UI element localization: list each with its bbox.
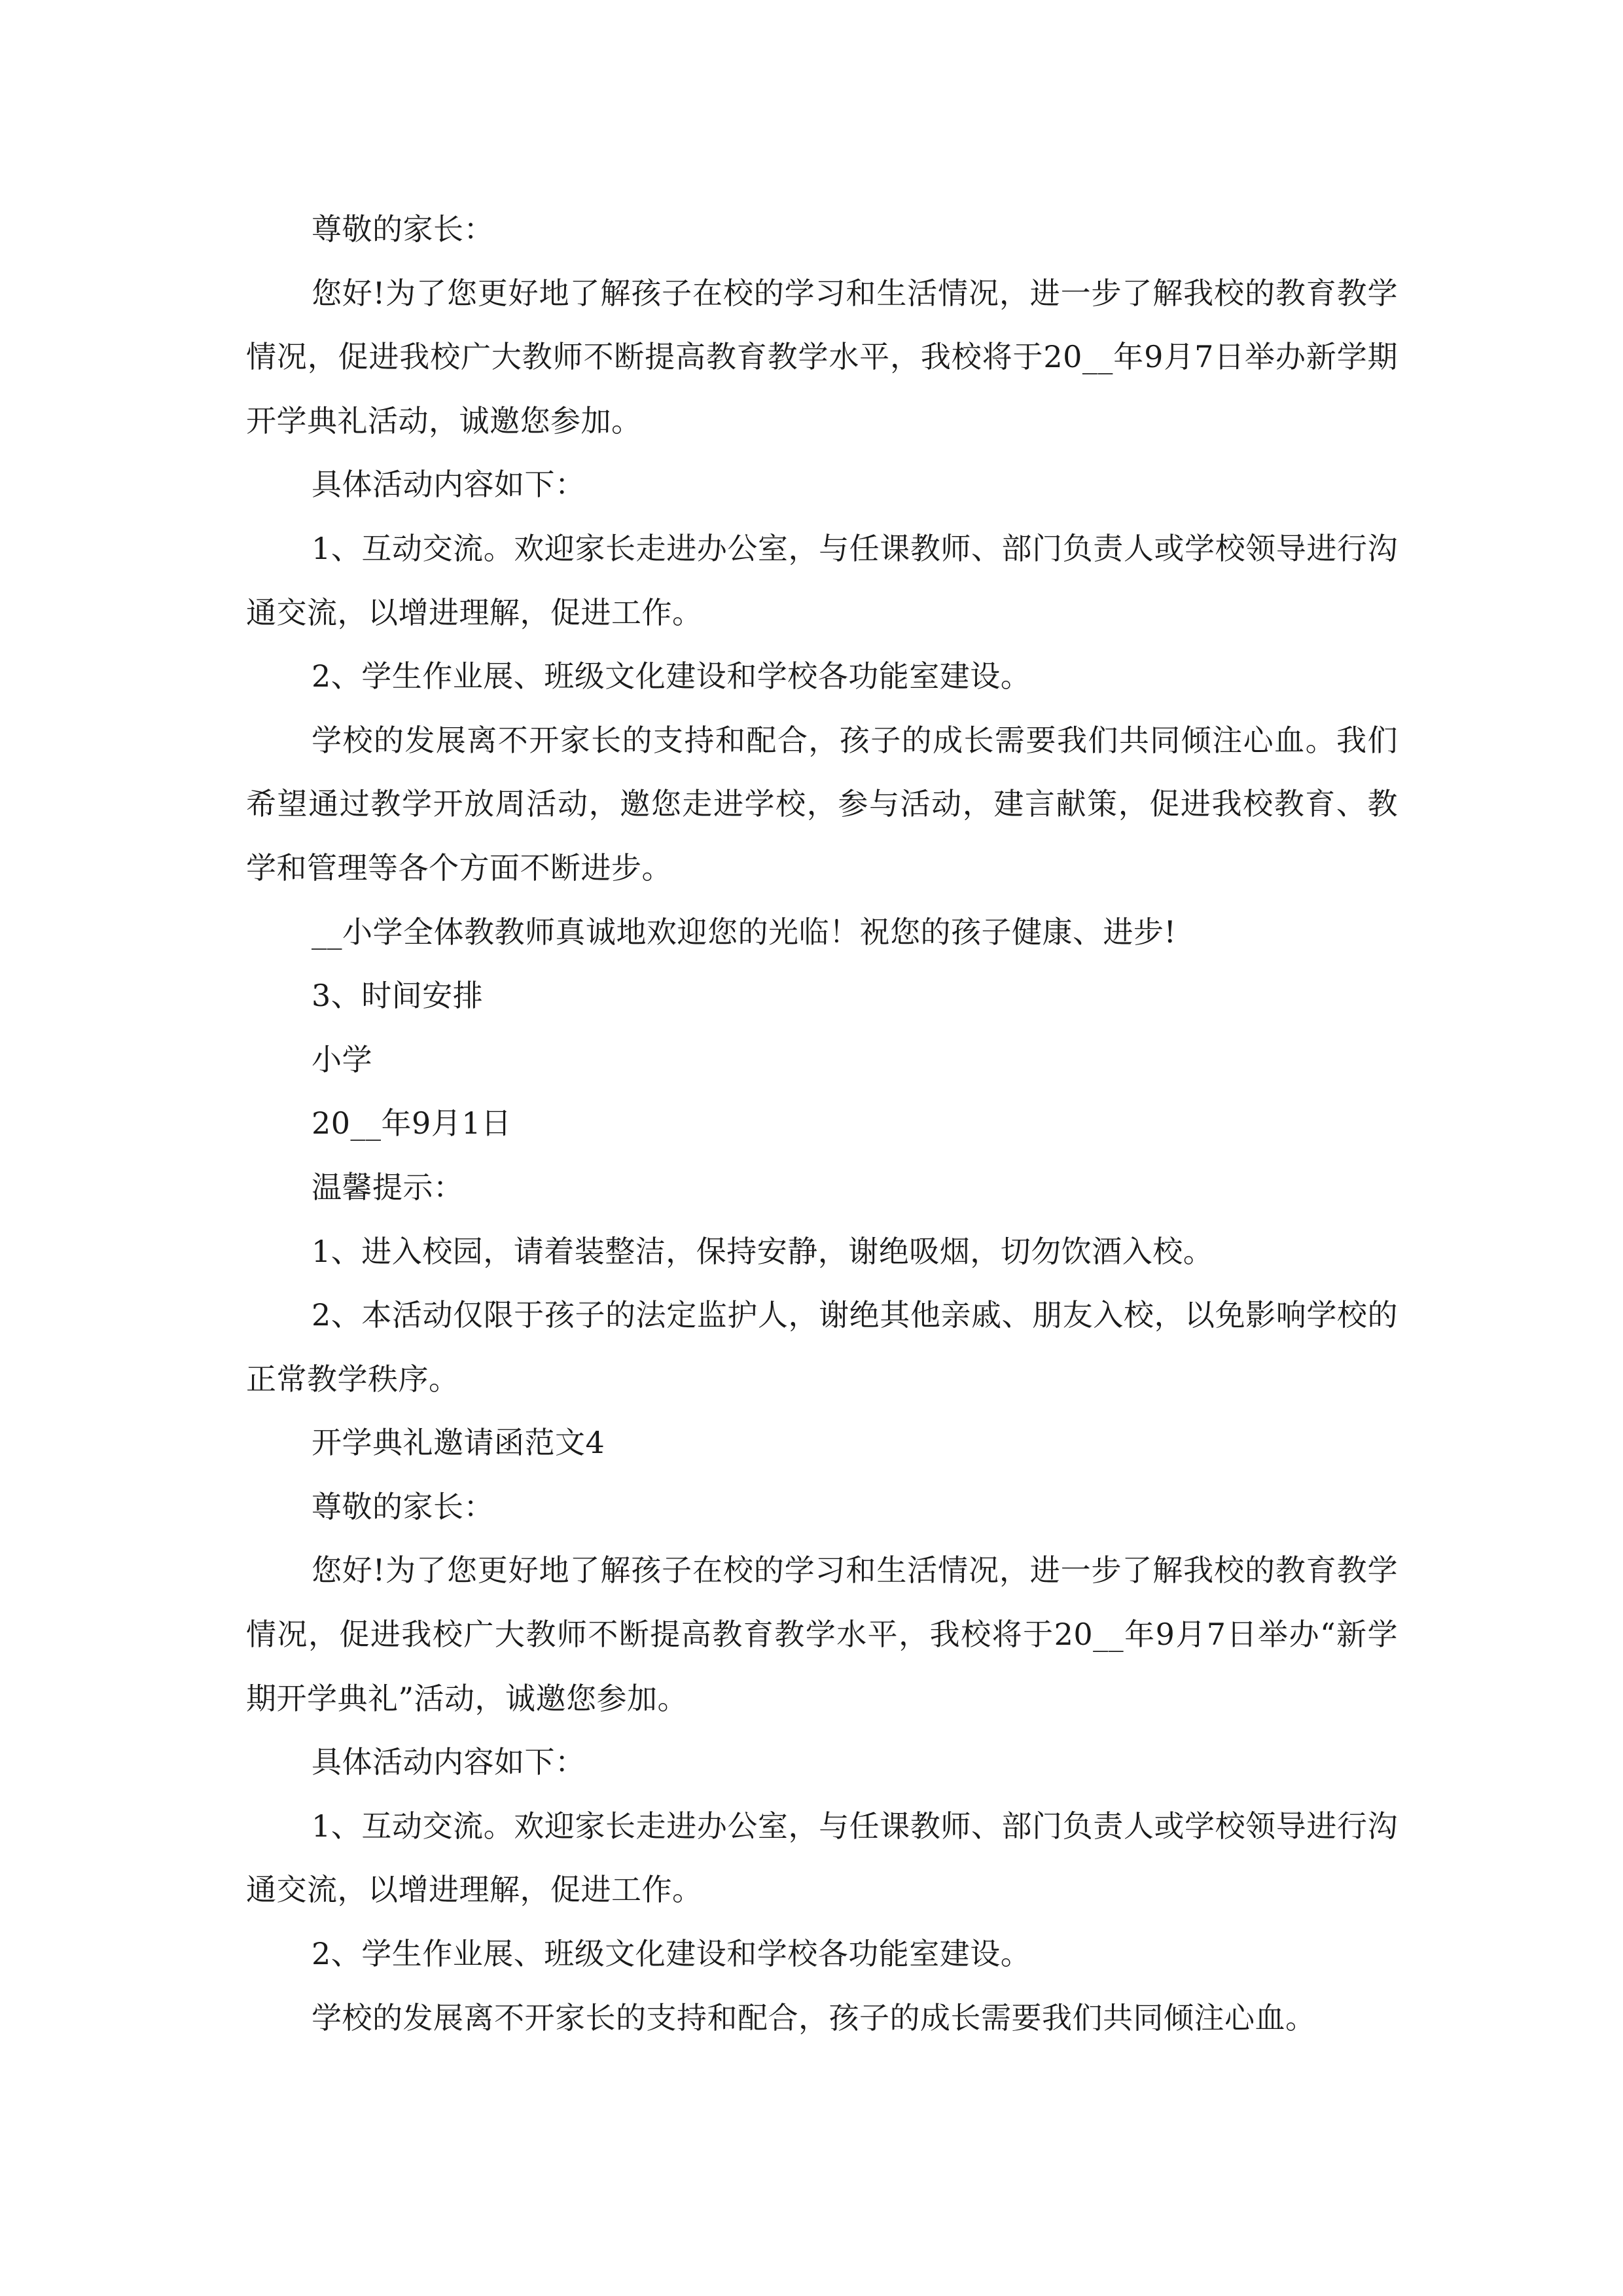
section-heading: 具体活动内容如下： xyxy=(312,467,586,503)
section-heading: 具体活动内容如下： xyxy=(312,1744,586,1780)
list-item: 3、时间安排 xyxy=(312,978,484,1014)
body-paragraph: 您好!为了您更好地了解孩子在校的学习和生活情况，进一步了解我校的教育教学情况，促进我校广大教师不断提高教育教学水平，我校将于20__年9月7日举办“新学期开学典礼”活动，诚邀您参加。 xyxy=(246,1552,1398,1716)
notice-heading: 温馨提示： xyxy=(312,1169,464,1205)
signature-date: 20__年9月1日 xyxy=(312,1105,512,1141)
section-title: 开学典礼邀请函范文4 xyxy=(312,1425,605,1461)
list-item: 2、学生作业展、班级文化建设和学校各功能室建设。 xyxy=(312,658,1031,694)
body-paragraph: __小学全体教教师真诚地欢迎您的光临！祝您的孩子健康、进步! xyxy=(312,914,1177,950)
list-item: 1、互动交流。欢迎家长走进办公室，与任课教师、部门负责人或学校领导进行沟通交流，以增进理解，促进工作。 xyxy=(246,530,1398,630)
body-paragraph: 您好!为了您更好地了解孩子在校的学习和生活情况，进一步了解我校的教育教学情况，促进我校广大教师不断提高教育教学水平，我校将于20__年9月7日举办新学期开学典礼活动，诚邀您参加。 xyxy=(246,275,1398,439)
document-body xyxy=(246,198,1398,2050)
list-item: 2、学生作业展、班级文化建设和学校各功能室建设。 xyxy=(312,1936,1031,1972)
salutation: 尊敬的家长： xyxy=(312,1488,494,1524)
notice-item: 1、进入校园，请着装整洁，保持安静，谢绝吸烟，切勿饮酒入校。 xyxy=(312,1233,1214,1269)
salutation: 尊敬的家长： xyxy=(312,211,494,247)
body-paragraph: 学校的发展离不开家长的支持和配合，孩子的成长需要我们共同倾注心血。我们希望通过教学开放周活动，邀您走进学校，参与活动，建言献策，促进我校教育、教学和管理等各个方面不断进步。 xyxy=(246,722,1398,886)
notice-item: 2、本活动仅限于孩子的法定监护人，谢绝其他亲戚、朋友入校，以免影响学校的正常教学秩序。 xyxy=(246,1297,1398,1397)
list-item: 1、互动交流。欢迎家长走进办公室，与任课教师、部门负责人或学校领导进行沟通交流，以增进理解，促进工作。 xyxy=(246,1808,1398,1908)
signature-school: 小学 xyxy=(312,1041,372,1077)
body-paragraph: 学校的发展离不开家长的支持和配合，孩子的成长需要我们共同倾注心血。 xyxy=(312,2000,1316,2036)
